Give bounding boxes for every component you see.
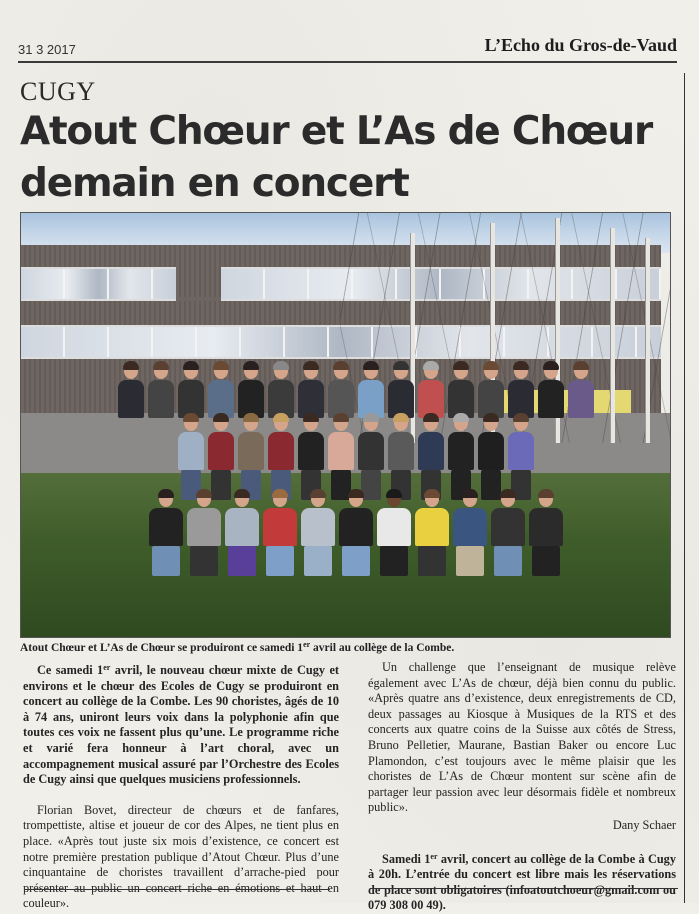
masthead — [18, 32, 677, 62]
newspaper-name: L’Echo du Gros-de-Vaud — [484, 35, 677, 55]
facade-band — [176, 267, 221, 297]
crowd-row-middle — [51, 415, 660, 500]
author-byline: Dany Schaer — [612, 817, 676, 832]
article-headline — [20, 106, 680, 210]
article-column-right — [368, 660, 676, 914]
article-photo — [20, 212, 671, 638]
bottom-rule — [370, 888, 678, 889]
crowd-row-back — [51, 363, 660, 418]
crowd-row-front — [51, 491, 660, 576]
headline-line-2: demain en concert — [20, 161, 409, 206]
photo-caption: Atout Chœur et L’As de Chœur se produiront ce samedi 1er avril au collège de la Combe. — [20, 640, 455, 654]
body-paragraph-3: Un challenge que l’enseignant de musique relève également avec L’As de chœur, déjà bien connu du public. «Après quatre ans d’existence, deux enregistrements de CD, deux passages au Kiosque à Musiques de la RTS et des concerts aux quatre coins de la Suisse aux côtés de Stress, Bruno Pelletier, Maurane, Bastian Baker ou encore Luc Plamondon, c’est toujours avec le même plaisir que les choristes de L’As de Chœur montent sur scène afin de partager leur passion avec leur désormais fidèle et nombreux public». — [368, 660, 676, 815]
masthead-rule — [18, 61, 677, 63]
lead-paragraph: Ce samedi 1er avril, le nouveau chœur mixte de Cugy et environs et le chœur des Ecoles de Cugy se produiront en concert au collège de la Combe. Les 90 choristes, âgés de 10 à 74 ans, uniront leurs voix dans la polyphonie afin que toutes ces voix ne fassent plus qu’une. Le programme riche et varié fera honneur à l’art choral, avec un accompagnement musical assuré par l’Orchestre des Ecoles de Cugy ainsi que quelques musiciens professionnels. — [23, 663, 340, 787]
article-kicker: CUGY — [20, 77, 96, 106]
bottom-rule — [24, 889, 330, 890]
column-divider-rule — [684, 73, 685, 903]
publication-date: 31 3 2017 — [18, 42, 76, 57]
body-paragraph-2: Florian Bovet, directeur de chœurs et de fanfares, trompettiste, altise et joueur de cor des Alpes, ne tient plus en place. «Après tout juste six mois d’existence, ce concert est notre première prestation publique d’Atout Chœur. Plus d’une cinquantaine de choristes travaillent d’arrache-pied pour présenter au public un concert riche en émotions et haut en couleur». — [23, 802, 339, 911]
choir-group — [51, 363, 660, 603]
headline-line-1: Atout Chœur et L’As de Chœur — [20, 109, 652, 154]
event-info-box: Samedi 1er avril, concert au collège de la Combe à Cugy à 20h. L’entrée du concert est libre mais les réservations de place sont obligatoires (infoatoutchoeur@gmail.com ou 079 308 00 49). — [368, 851, 676, 913]
window-row — [21, 267, 176, 301]
article-column-left — [23, 660, 339, 912]
